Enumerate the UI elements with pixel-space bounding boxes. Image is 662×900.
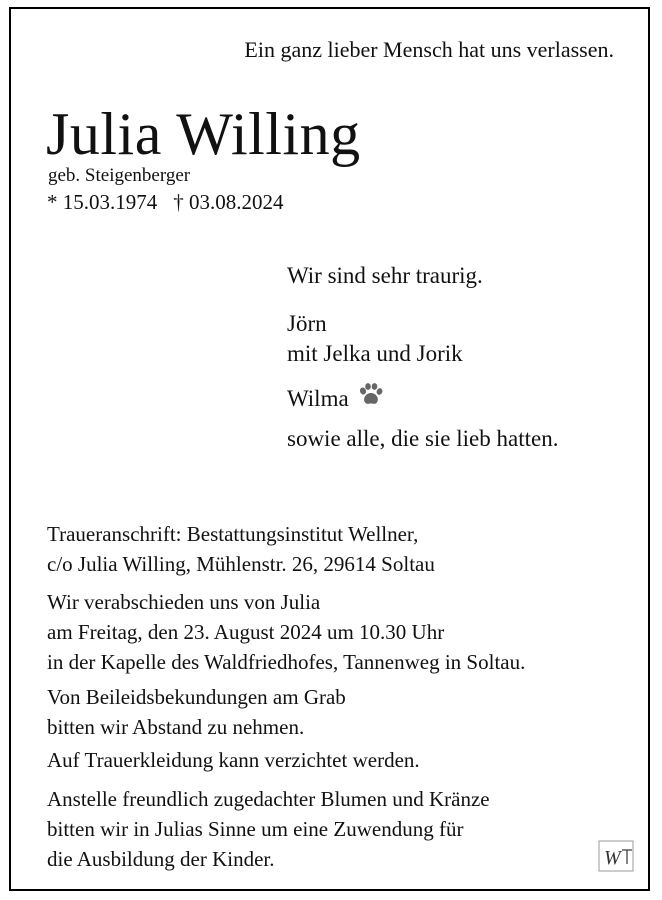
mourning-statement: Wir sind sehr traurig. <box>287 263 483 288</box>
farewell-line-2: am Freitag, den 23. August 2024 um 10.30 Uhr <box>47 620 445 644</box>
mourner-wilma <box>287 384 385 416</box>
address-line-2: c/o Julia Willing, Mühlenstr. 26, 29614 Soltau <box>47 552 435 576</box>
address-line-1: Traueranschrift: Bestattungsinstitut Wellner, <box>47 522 419 546</box>
flowers-line-1: Anstelle freundlich zugedachter Blumen und Kränze <box>47 787 490 811</box>
condolence-line-2: bitten wir Abstand zu nehmen. <box>47 715 305 739</box>
born-name: geb. Steigenberger <box>48 165 191 186</box>
condolence-line-1: Von Beileidsbekundungen am Grab <box>47 685 346 709</box>
paw-print-icon <box>357 382 385 416</box>
mourner-wilma-label: Wilma <box>287 386 349 411</box>
deceased-name: Julia Willing <box>46 101 361 167</box>
flowers-line-3: die Ausbildung der Kinder. <box>47 847 275 871</box>
funeral-home-logo-icon <box>598 840 634 872</box>
clothing-note: Auf Trauerkleidung kann verzichtet werden. <box>47 748 420 772</box>
mourner-others: sowie alle, die sie lieb hatten. <box>287 426 559 451</box>
mourner-joern: Jörn <box>287 311 327 336</box>
mourner-children: mit Jelka und Jorik <box>287 341 463 366</box>
life-dates <box>47 190 284 215</box>
farewell-line-1: Wir verabschieden uns von Julia <box>47 590 321 614</box>
death-date: † 03.08.2024 <box>173 190 284 214</box>
birth-date: * 15.03.1974 <box>47 190 158 214</box>
svg-text:W: W <box>604 847 621 869</box>
farewell-line-3: in der Kapelle des Waldfriedhofes, Tannenweg in Soltau. <box>47 650 526 674</box>
flowers-line-2: bitten wir in Julias Sinne um eine Zuwendung für <box>47 817 464 841</box>
intro-line: Ein ganz lieber Mensch hat uns verlassen. <box>244 37 614 62</box>
